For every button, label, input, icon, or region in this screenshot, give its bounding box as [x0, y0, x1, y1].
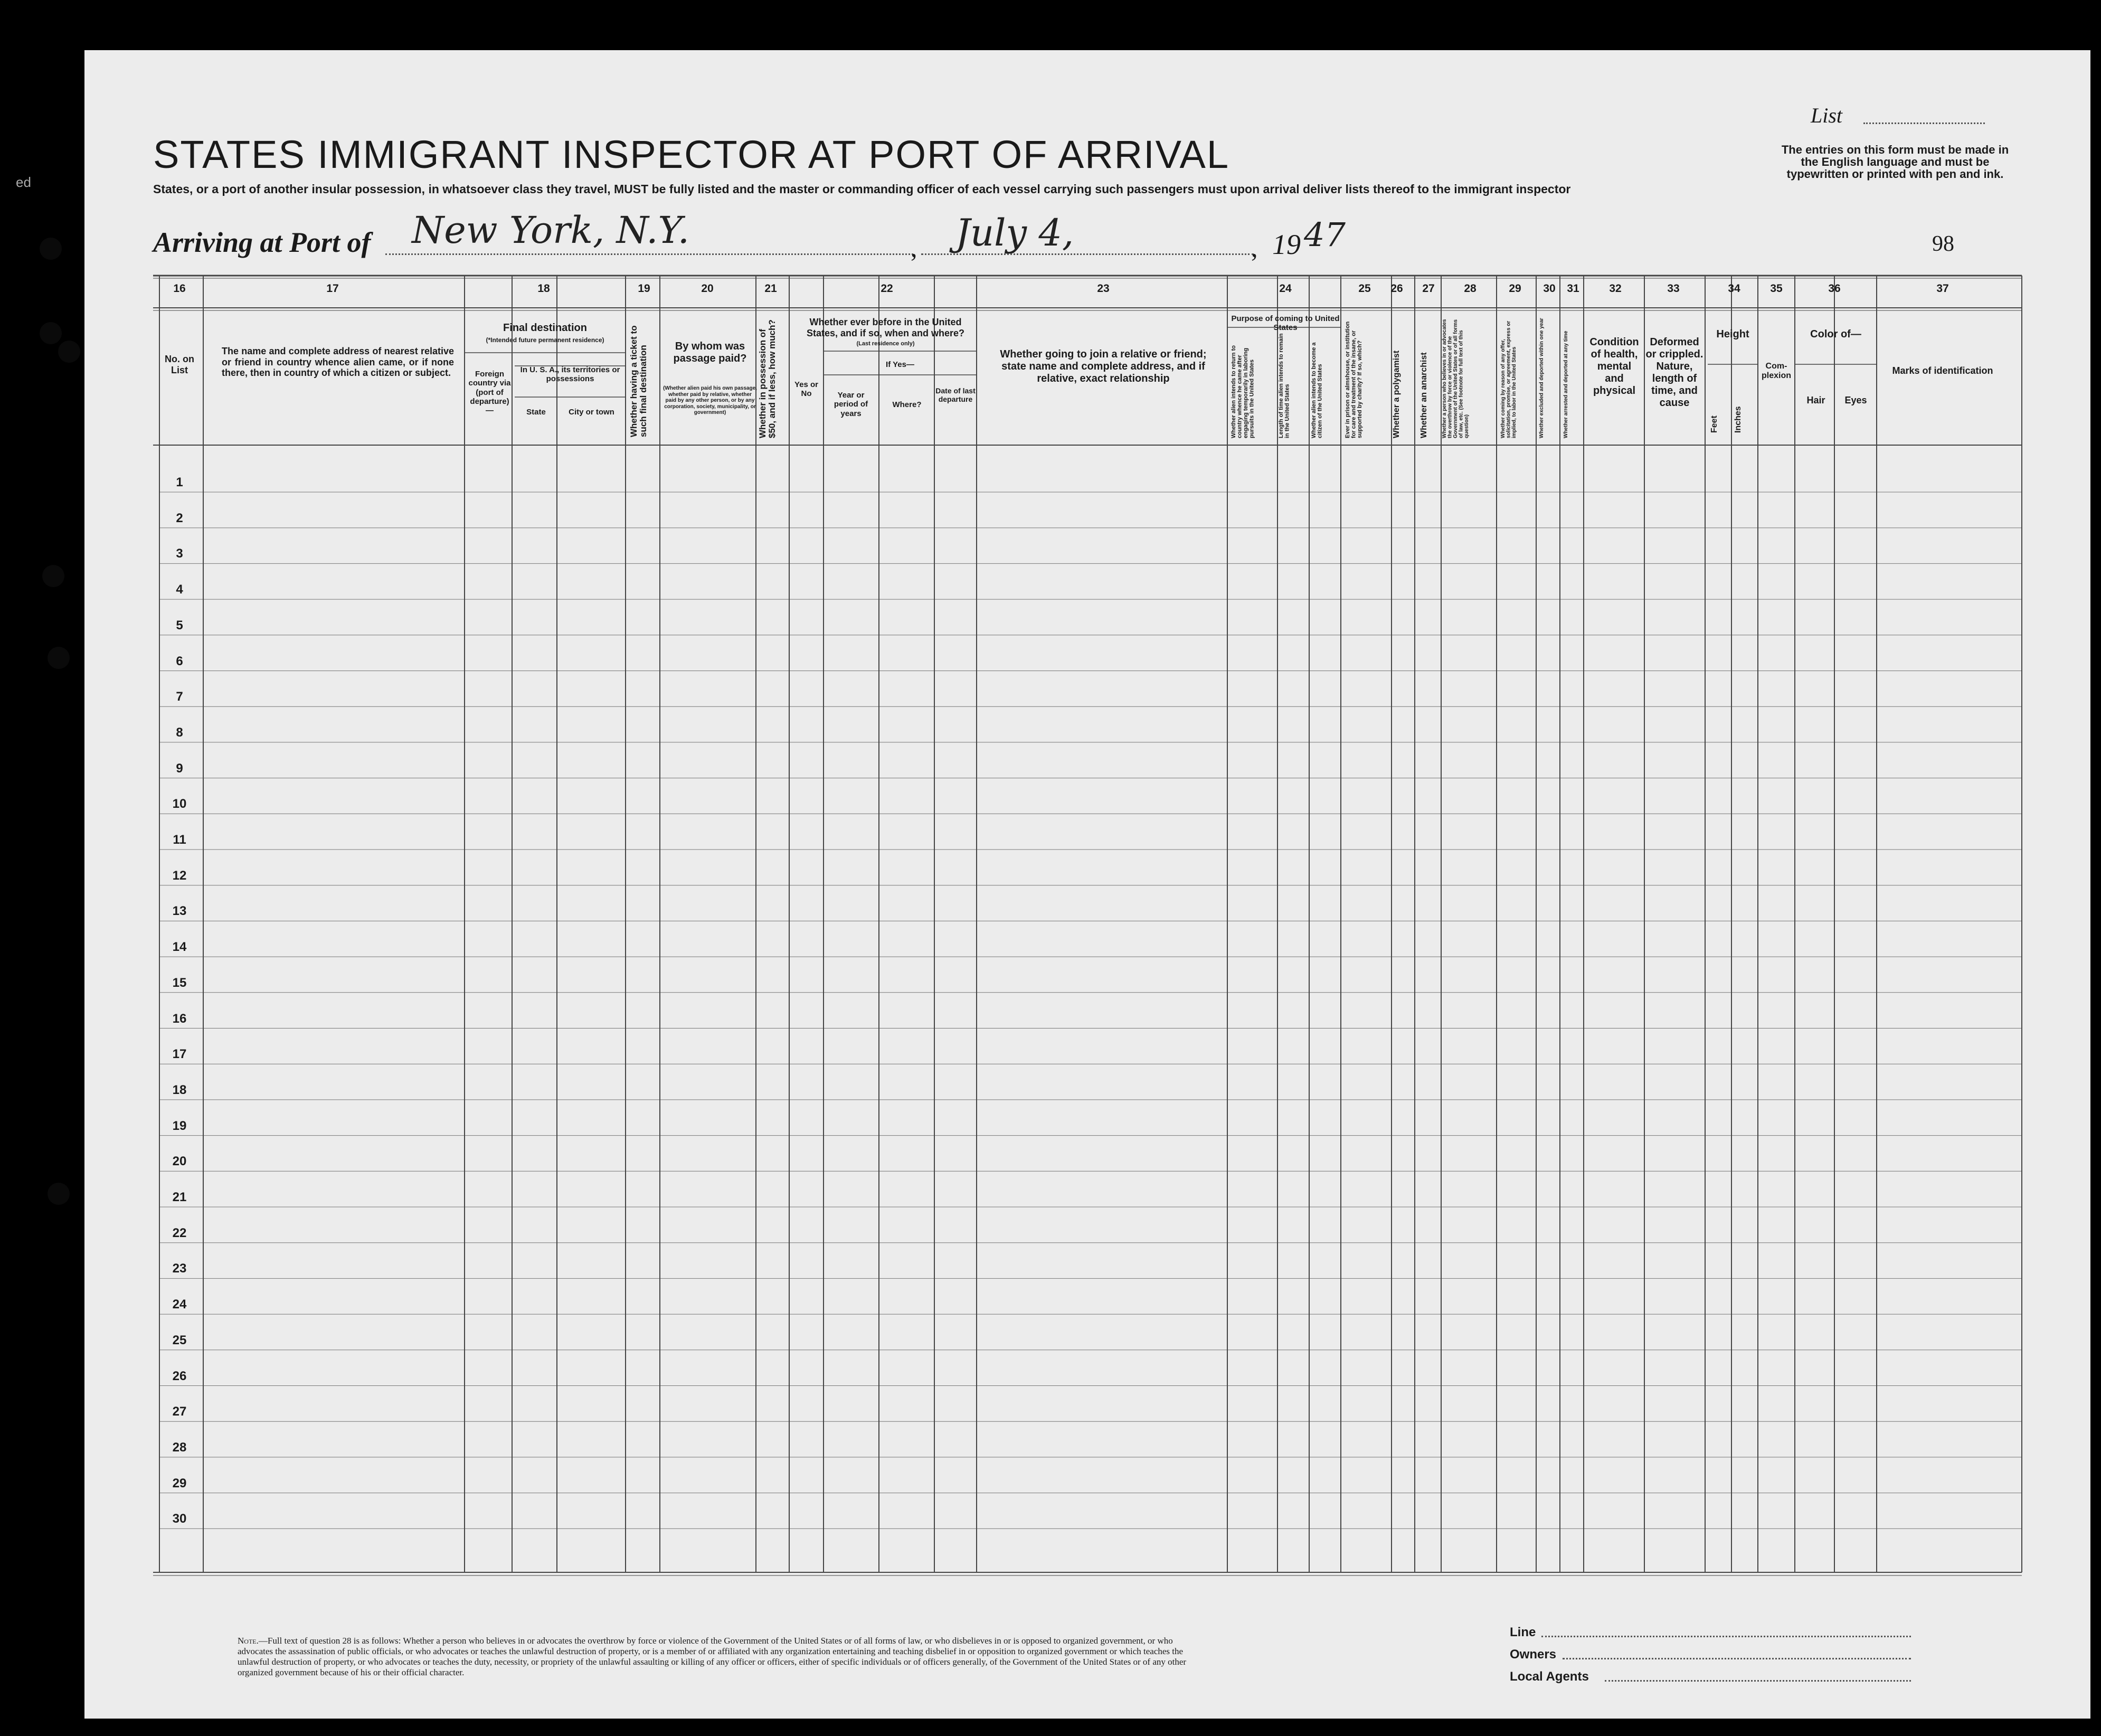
- col-33-header: Deformed or crippled. Nature, length of time, and cause: [1645, 336, 1703, 409]
- edge-fragment: ed: [16, 174, 31, 190]
- col-number: 36: [1828, 282, 1841, 295]
- col-36-eyes: Eyes: [1844, 395, 1867, 405]
- col-24-header: Purpose of coming to United States: [1231, 314, 1340, 333]
- note-prefix: Note.: [238, 1636, 259, 1646]
- col-number: 27: [1422, 282, 1435, 295]
- row-number: 17: [172, 1047, 187, 1062]
- col-number: 21: [764, 282, 777, 295]
- col-number: 19: [638, 282, 650, 295]
- col-37-header: Marks of identification: [1892, 365, 1993, 376]
- row-number: 14: [172, 940, 187, 955]
- col-16-header: No. on List: [165, 354, 194, 375]
- row-number: 27: [172, 1404, 187, 1419]
- col-number: 26: [1390, 282, 1403, 295]
- col-number: 16: [173, 282, 186, 295]
- arriving-port-label: Arriving at Port of: [153, 227, 371, 258]
- col-22-ifyes: If Yes—: [886, 360, 914, 369]
- col-34-feet: Feet: [1710, 416, 1719, 433]
- col-27-header: Whether an anarchist: [1419, 352, 1428, 438]
- col-number: 24: [1279, 282, 1292, 295]
- agents-label: Local Agents: [1510, 1669, 1589, 1684]
- col-17-header: The name and complete address of nearest relative or friend in country whence alien came, or if none there, then in country of which a citizen or subject.: [222, 346, 454, 379]
- list-label: List: [1811, 103, 1843, 127]
- col-18-city: City or town: [569, 408, 614, 417]
- col-number: 32: [1609, 282, 1622, 295]
- col-number: 18: [537, 282, 550, 295]
- col-25-header: Ever in prison or almshouse, or institution for care and treatment of the insane, or supported by charity? If so, which?: [1345, 321, 1364, 438]
- col-18-usa: In U. S. A., its territories or possessions: [520, 365, 620, 384]
- row-number: 15: [172, 975, 187, 990]
- col-number: 34: [1728, 282, 1740, 295]
- col-18-foreign: Foreign country via (port of departure)—: [468, 370, 511, 415]
- owners-label: Owners: [1510, 1647, 1557, 1662]
- col-22-where: Where?: [892, 400, 922, 409]
- col-number: 23: [1097, 282, 1110, 295]
- col-22-departure: Date of last departure: [935, 386, 976, 404]
- row-number: 10: [172, 797, 187, 812]
- row-number: 1: [176, 475, 183, 489]
- row-number: 20: [172, 1154, 187, 1169]
- row-number: 6: [176, 654, 183, 668]
- port-handwriting: New York, N.Y.: [412, 209, 689, 252]
- row-number: 25: [172, 1333, 187, 1347]
- row-number: 29: [172, 1476, 187, 1490]
- line-label: Line: [1510, 1625, 1536, 1639]
- col-18-header: Final destination: [503, 322, 587, 334]
- instructions-note: The entries on this form must be made in the English language and must be typewritten or printed with pen and ink.: [1781, 143, 2009, 181]
- col-number: 20: [701, 282, 714, 295]
- col-22-header: Whether ever before in the United States, and if so, when and where?: [806, 317, 965, 338]
- col-number: 22: [881, 282, 893, 295]
- comma-1: ,: [911, 233, 917, 262]
- col-18-sub: (*Intended future permanent residence): [486, 336, 604, 344]
- row-number: 2: [176, 511, 183, 525]
- agents-field[interactable]: [1605, 1680, 1911, 1682]
- row-number: 3: [176, 546, 183, 561]
- date-handwriting: July 4,: [955, 211, 1074, 254]
- owners-field[interactable]: [1563, 1658, 1911, 1659]
- form-subtitle: States, or a port of another insular possession, in whatsoever class they travel, MUST be fully listed and the master or commanding officer of each vessel carrying such passengers must upon arrival deliver lists thereof to the immigrant inspector: [153, 182, 1571, 196]
- form-title: STATES IMMIGRANT INSPECTOR AT PORT OF ARRIVAL: [153, 133, 1230, 176]
- col-number: 31: [1567, 282, 1579, 295]
- row-number: 5: [176, 618, 183, 633]
- note-text: —Full text of question 28 is as follows: Whether a person who believes in or advocates the overthrow by force or violence of the Government of the United States or of all forms of law, or who disbelieves in or is opposed to organized government, or who advocates the assassination of public officials, or who advocates or teaches the unlawful destruction of property, or is a member of or affiliated with any organization entertaining and teaching disbelief in or opposition to organized government or which teaches the unlawful destruction of property, or who advocates or teaches the duty, necessity, or propriety of the unlawful assaulting or killing of any officer or officers, either of specific individuals or of officers generally, of the Government of the United States or of any other organized government because of his or their official character.: [238, 1636, 1187, 1678]
- col-32-header: Condition of health, mental and physical: [1589, 336, 1639, 397]
- page-number: 98: [1932, 232, 1954, 256]
- year-handwriting: 47: [1304, 215, 1346, 254]
- comma-2: ,: [1251, 233, 1258, 262]
- question-28-footnote: [238, 1636, 1209, 1678]
- col-36-hair: Hair: [1806, 395, 1825, 405]
- row-number: 9: [176, 761, 183, 776]
- col-34-header: Height: [1716, 328, 1749, 340]
- row-number: 19: [172, 1118, 187, 1133]
- row-number: 8: [176, 725, 183, 740]
- col-number: 33: [1667, 282, 1680, 295]
- col-28-header: Whether a person who believes in or advocates the overthrow by force or violence of the Government of the United States or of all forms of law, etc. (See footnote for full text of this question): [1442, 319, 1470, 438]
- col-22-yesno: Yes or No: [794, 380, 819, 399]
- row-number: 4: [176, 582, 183, 597]
- col-number: 37: [1936, 282, 1949, 295]
- col-23-header: Whether going to join a relative or friend; state name and complete address, and if relative, exact relationship: [1000, 348, 1207, 384]
- row-number: 18: [172, 1082, 187, 1097]
- col-24-return: Whether alien intends to return to country whence he came after engaging temporarily in laboring pursuits in the United States: [1231, 345, 1255, 438]
- row-number: 16: [172, 1011, 187, 1026]
- col-19-header: Whether having a ticket to such final destination: [629, 325, 648, 437]
- col-29-header: Whether coming by reason of any offer, solicitation, promise, or agreement, express or implied, to labor in the United States: [1500, 320, 1517, 438]
- row-number: 30: [172, 1512, 187, 1526]
- col-22-sub: (Last residence only): [856, 341, 915, 347]
- col-number: 17: [326, 282, 339, 295]
- col-18-state: State: [526, 408, 546, 417]
- col-36-header: Color of—: [1810, 328, 1861, 340]
- col-21-header: Whether in possession of $50, and if less, how much?: [758, 319, 777, 438]
- row-number: 12: [172, 868, 187, 883]
- row-number: 13: [172, 904, 187, 919]
- col-number: 35: [1770, 282, 1783, 295]
- row-number: 24: [172, 1297, 187, 1312]
- col-31-header: Whether arrested and deported at any time: [1563, 331, 1569, 438]
- col-30-header: Whether excluded and deported within one year: [1539, 318, 1545, 438]
- row-number: 22: [172, 1225, 187, 1240]
- col-number: 29: [1509, 282, 1521, 295]
- col-35-header: Com-plexion: [1761, 362, 1791, 381]
- row-number: 21: [172, 1190, 187, 1204]
- col-24-citizen: Whether alien intends to become a citizen of the United States: [1311, 342, 1323, 438]
- col-20-header: By whom was passage paid?: [673, 341, 747, 364]
- col-24-length: Length of time alien intends to remain in the United States: [1278, 333, 1291, 438]
- col-number: 25: [1358, 282, 1371, 295]
- col-number: 28: [1464, 282, 1477, 295]
- col-26-header: Whether a polygamist: [1392, 350, 1401, 438]
- row-number: 11: [173, 833, 186, 847]
- line-field[interactable]: [1541, 1636, 1911, 1637]
- col-20-sub: (Whether alien paid his own passage, whether paid by relative, whether paid by any other person, or by any corporation, society, municipality, or government): [663, 385, 757, 416]
- col-34-inches: Inches: [1734, 406, 1743, 433]
- col-22-years: Year or period of years: [834, 391, 868, 418]
- row-number: 7: [176, 690, 183, 704]
- row-number: 23: [172, 1261, 187, 1276]
- row-number: 26: [172, 1369, 187, 1383]
- year-printed: 19: [1272, 229, 1301, 260]
- row-number: 28: [172, 1440, 187, 1455]
- col-number: 30: [1543, 282, 1556, 295]
